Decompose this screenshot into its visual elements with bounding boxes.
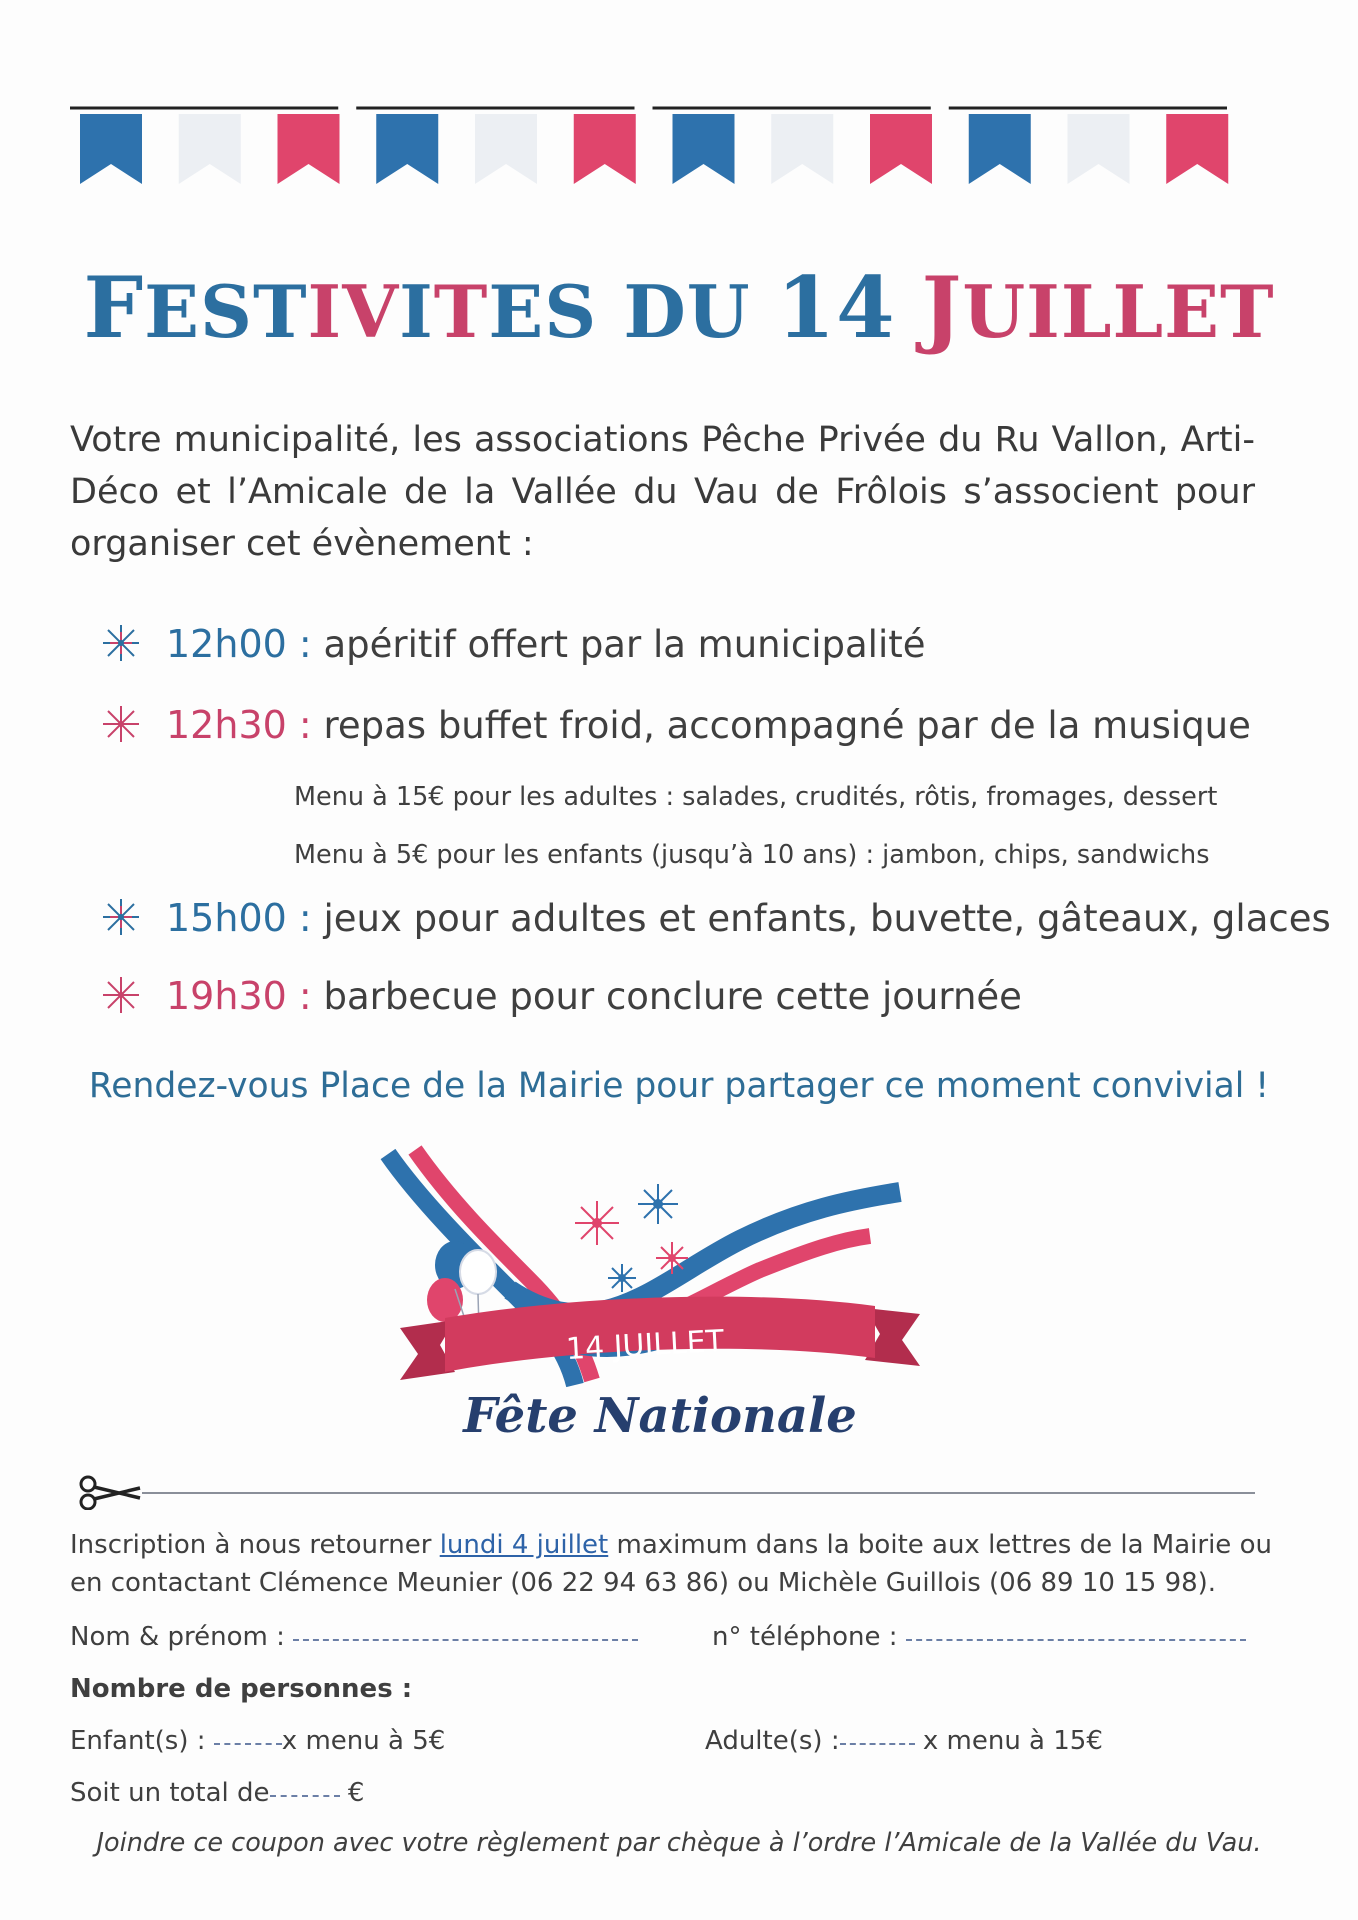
footer-note: Joindre ce coupon avec votre règlement par chèque à l’ordre l’Amicale de la Vallée du Vau. [96,1828,1262,1858]
adults-field[interactable] [705,1726,1103,1756]
bunting-flag [1166,114,1228,184]
schedule-time: 12h30 : [166,703,312,747]
rendezvous-text: Rendez-vous Place de la Mairie pour partager ce moment convivial ! [88,1066,1270,1106]
bunting-flag [574,114,636,184]
children-blank[interactable] [214,1743,282,1745]
firework-icon [100,896,142,938]
schedule-time: 12h00 : [166,622,312,666]
total-unit: € [347,1778,365,1808]
bunting-flag [969,114,1031,184]
adults-menu: x menu à 15€ [922,1726,1103,1756]
schedule-text: barbecue pour conclure cette journée [323,975,1022,1018]
menu-adults: Menu à 15€ pour les adultes : salades, crudités, rôtis, fromages, dessert [294,782,1218,812]
schedule-text: apéritif offert par la municipalité [323,623,926,666]
contact-line: en contactant Clémence Meunier (06 22 94 63 86) ou Michèle Guillois (06 89 10 15 98). [70,1568,1217,1598]
bunting-flag [1068,114,1130,184]
bunting-flag [278,114,340,184]
schedule-text: repas buffet froid, accompagné par de la musique [323,704,1251,747]
schedule-item [100,896,1331,942]
count-label: Nombre de personnes : [70,1674,413,1704]
total-blank[interactable] [270,1795,340,1797]
schedule-item [100,974,1022,1020]
bunting-flag [179,114,241,184]
schedule-time: 15h00 : [166,896,312,940]
phone-label: n° téléphone : [712,1622,898,1652]
bunting-flag [475,114,537,184]
bunting-flag [673,114,735,184]
name-label: Nom & prénom : [70,1622,285,1652]
cut-line [70,1474,1255,1510]
emblem-subtitle: Fête Nationale [463,1388,857,1444]
phone-blank[interactable] [906,1639,1246,1641]
schedule-item [100,622,926,668]
bunting-flag [376,114,438,184]
schedule-item [100,703,1251,749]
name-blank[interactable] [293,1639,638,1641]
firework-icon [100,974,142,1016]
intro-paragraph: Votre municipalité, les associations Pêche Privée du Ru Vallon, Arti-Déco et l’Amicale de la Vallée du Vau de Frôlois s’associent pour organiser cet évènement : [70,420,1255,564]
bunting-decoration [70,100,1255,190]
children-field[interactable] [70,1726,445,1756]
adults-label: Adulte(s) : [705,1726,840,1756]
bunting-flag [771,114,833,184]
emblem-banner-text: 14 JUILLET [565,1323,725,1368]
inscription-line: Inscription à nous retourner lundi 4 juillet maximum dans la boite aux lettres de la Mairie ou [70,1530,1272,1560]
page-title: FESTIVITES DU 14 JUILLET [83,258,1275,357]
adults-blank[interactable] [840,1743,915,1745]
scissors-icon [81,1477,140,1509]
name-field[interactable] [70,1622,638,1652]
children-menu: x menu à 5€ [281,1726,446,1756]
bunting-flag [870,114,932,184]
total-field[interactable] [70,1778,364,1808]
phone-field[interactable] [712,1622,1246,1652]
children-label: Enfant(s) : [70,1726,206,1756]
schedule-text: jeux pour adultes et enfants, buvette, gâteaux, glaces [323,897,1331,940]
firework-icon [100,703,142,745]
bunting-flag [80,114,142,184]
firework-icon [100,622,142,664]
menu-children: Menu à 5€ pour les enfants (jusqu’à 10 ans) : jambon, chips, sandwichs [294,840,1210,870]
deadline-link: lundi 4 juillet [439,1530,609,1560]
total-label: Soit un total de [70,1778,270,1808]
schedule-time: 19h30 : [166,974,312,1018]
